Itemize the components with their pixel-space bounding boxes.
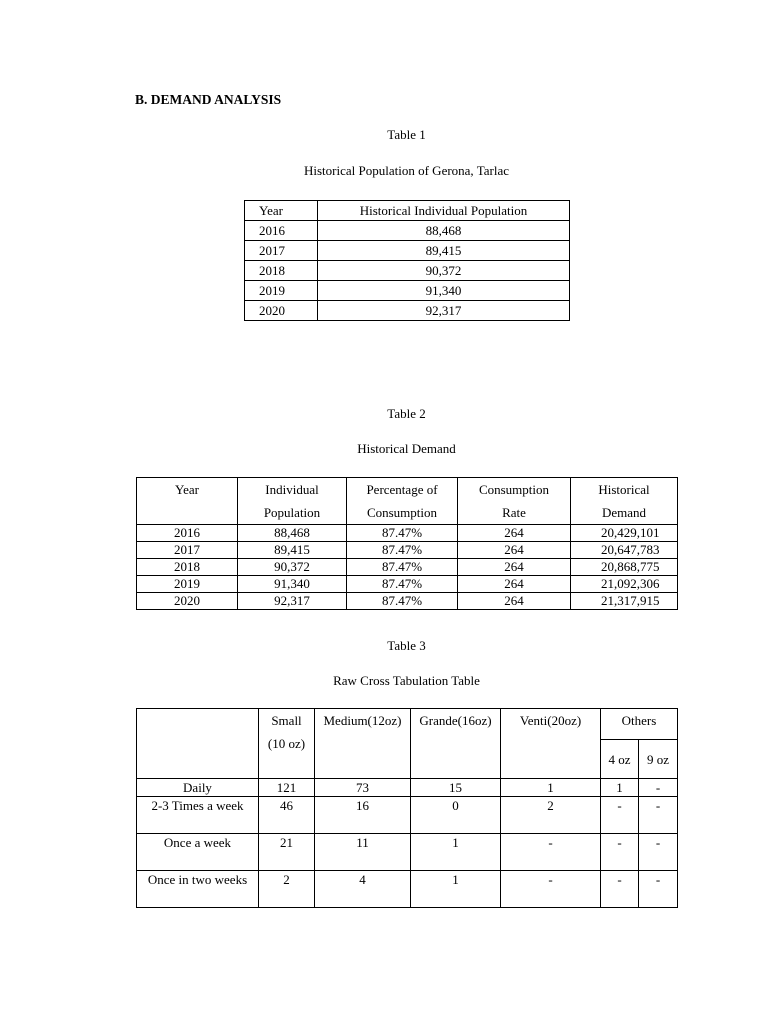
header-individual-population: Individual Population xyxy=(238,478,347,525)
cell-venti: 2 xyxy=(501,797,601,834)
cell-percentage: 87.47% xyxy=(347,525,458,542)
cell-demand: 21,317,915 xyxy=(571,593,678,610)
header-blank xyxy=(137,709,259,779)
table-row xyxy=(137,576,678,593)
table-header-row xyxy=(137,709,678,740)
header-consumption-rate: Consumption Rate xyxy=(458,478,571,525)
cell-medium: 73 xyxy=(315,779,411,797)
cell-small: 121 xyxy=(259,779,315,797)
cell-percentage: 87.47% xyxy=(347,576,458,593)
cell-year: 2020 xyxy=(245,301,318,321)
table1-caption: Historical Population of Gerona, Tarlac xyxy=(304,163,509,178)
cell-4oz: - xyxy=(601,834,639,871)
table1 xyxy=(244,200,570,321)
cell-frequency: Once a week xyxy=(137,834,259,871)
cell-small: 46 xyxy=(259,797,315,834)
cell-grande: 1 xyxy=(411,871,501,908)
table-row xyxy=(137,779,678,797)
cell-frequency: Once in two weeks xyxy=(137,871,259,908)
table-row xyxy=(137,542,678,559)
cell-medium: 11 xyxy=(315,834,411,871)
cell-year: 2018 xyxy=(245,261,318,281)
table2-label: Table 2 xyxy=(387,406,426,421)
cell-population: 92,317 xyxy=(238,593,347,610)
table-row xyxy=(137,559,678,576)
header-year: Year xyxy=(137,478,238,525)
cell-year: 2020 xyxy=(137,593,238,610)
table-row xyxy=(245,301,570,321)
cell-9oz: - xyxy=(639,871,678,908)
header-4oz: 4 oz xyxy=(601,740,639,779)
table1-label: Table 1 xyxy=(387,127,426,142)
cell-venti: - xyxy=(501,871,601,908)
cell-population: 91,340 xyxy=(318,281,570,301)
cell-frequency: 2-3 Times a week xyxy=(137,797,259,834)
cell-rate: 264 xyxy=(458,576,571,593)
cell-venti: 1 xyxy=(501,779,601,797)
cell-medium: 4 xyxy=(315,871,411,908)
cell-small: 2 xyxy=(259,871,315,908)
table2-caption: Historical Demand xyxy=(357,441,456,456)
cell-4oz: - xyxy=(601,797,639,834)
table-header-row xyxy=(137,478,678,525)
header-historical-demand: Historical Demand xyxy=(571,478,678,525)
cell-demand: 20,868,775 xyxy=(571,559,678,576)
table-row xyxy=(137,525,678,542)
cell-year: 2019 xyxy=(137,576,238,593)
section-title: B. DEMAND ANALYSIS xyxy=(135,92,282,107)
cell-9oz: - xyxy=(639,834,678,871)
cell-4oz: - xyxy=(601,871,639,908)
table-row xyxy=(245,221,570,241)
table2 xyxy=(136,477,678,610)
cell-small: 21 xyxy=(259,834,315,871)
cell-population: 91,340 xyxy=(238,576,347,593)
cell-demand: 20,647,783 xyxy=(571,542,678,559)
table3-label: Table 3 xyxy=(387,638,426,653)
cell-year: 2017 xyxy=(137,542,238,559)
cell-4oz: 1 xyxy=(601,779,639,797)
cell-9oz: - xyxy=(639,779,678,797)
cell-percentage: 87.47% xyxy=(347,559,458,576)
header-others: Others xyxy=(601,709,678,740)
cell-demand: 21,092,306 xyxy=(571,576,678,593)
header-venti: Venti(20oz) xyxy=(501,709,601,779)
table3 xyxy=(136,708,678,908)
cell-year: 2018 xyxy=(137,559,238,576)
cell-population: 90,372 xyxy=(238,559,347,576)
cell-rate: 264 xyxy=(458,542,571,559)
cell-venti: - xyxy=(501,834,601,871)
cell-frequency: Daily xyxy=(137,779,259,797)
header-grande: Grande(16oz) xyxy=(411,709,501,779)
header-population: Historical Individual Population xyxy=(318,201,570,221)
cell-population: 92,317 xyxy=(318,301,570,321)
cell-year: 2016 xyxy=(137,525,238,542)
header-9oz: 9 oz xyxy=(639,740,678,779)
table-row xyxy=(137,834,678,871)
cell-rate: 264 xyxy=(458,559,571,576)
cell-population: 90,372 xyxy=(318,261,570,281)
cell-year: 2017 xyxy=(245,241,318,261)
cell-9oz: - xyxy=(639,797,678,834)
cell-population: 89,415 xyxy=(318,241,570,261)
cell-year: 2019 xyxy=(245,281,318,301)
cell-population: 89,415 xyxy=(238,542,347,559)
table-row xyxy=(137,871,678,908)
table-row xyxy=(245,281,570,301)
header-percentage-consumption: Percentage of Consumption xyxy=(347,478,458,525)
table-row xyxy=(137,797,678,834)
cell-population: 88,468 xyxy=(318,221,570,241)
cell-year: 2016 xyxy=(245,221,318,241)
cell-grande: 15 xyxy=(411,779,501,797)
header-year: Year xyxy=(245,201,318,221)
table-header-row xyxy=(245,201,570,221)
table-row xyxy=(137,593,678,610)
table-row xyxy=(245,261,570,281)
cell-grande: 0 xyxy=(411,797,501,834)
table-row xyxy=(245,241,570,261)
cell-rate: 264 xyxy=(458,593,571,610)
header-small: Small (10 oz) xyxy=(259,709,315,779)
table3-caption: Raw Cross Tabulation Table xyxy=(333,673,480,688)
cell-rate: 264 xyxy=(458,525,571,542)
cell-medium: 16 xyxy=(315,797,411,834)
cell-population: 88,468 xyxy=(238,525,347,542)
header-medium: Medium(12oz) xyxy=(315,709,411,779)
cell-demand: 20,429,101 xyxy=(571,525,678,542)
cell-grande: 1 xyxy=(411,834,501,871)
cell-percentage: 87.47% xyxy=(347,593,458,610)
cell-percentage: 87.47% xyxy=(347,542,458,559)
